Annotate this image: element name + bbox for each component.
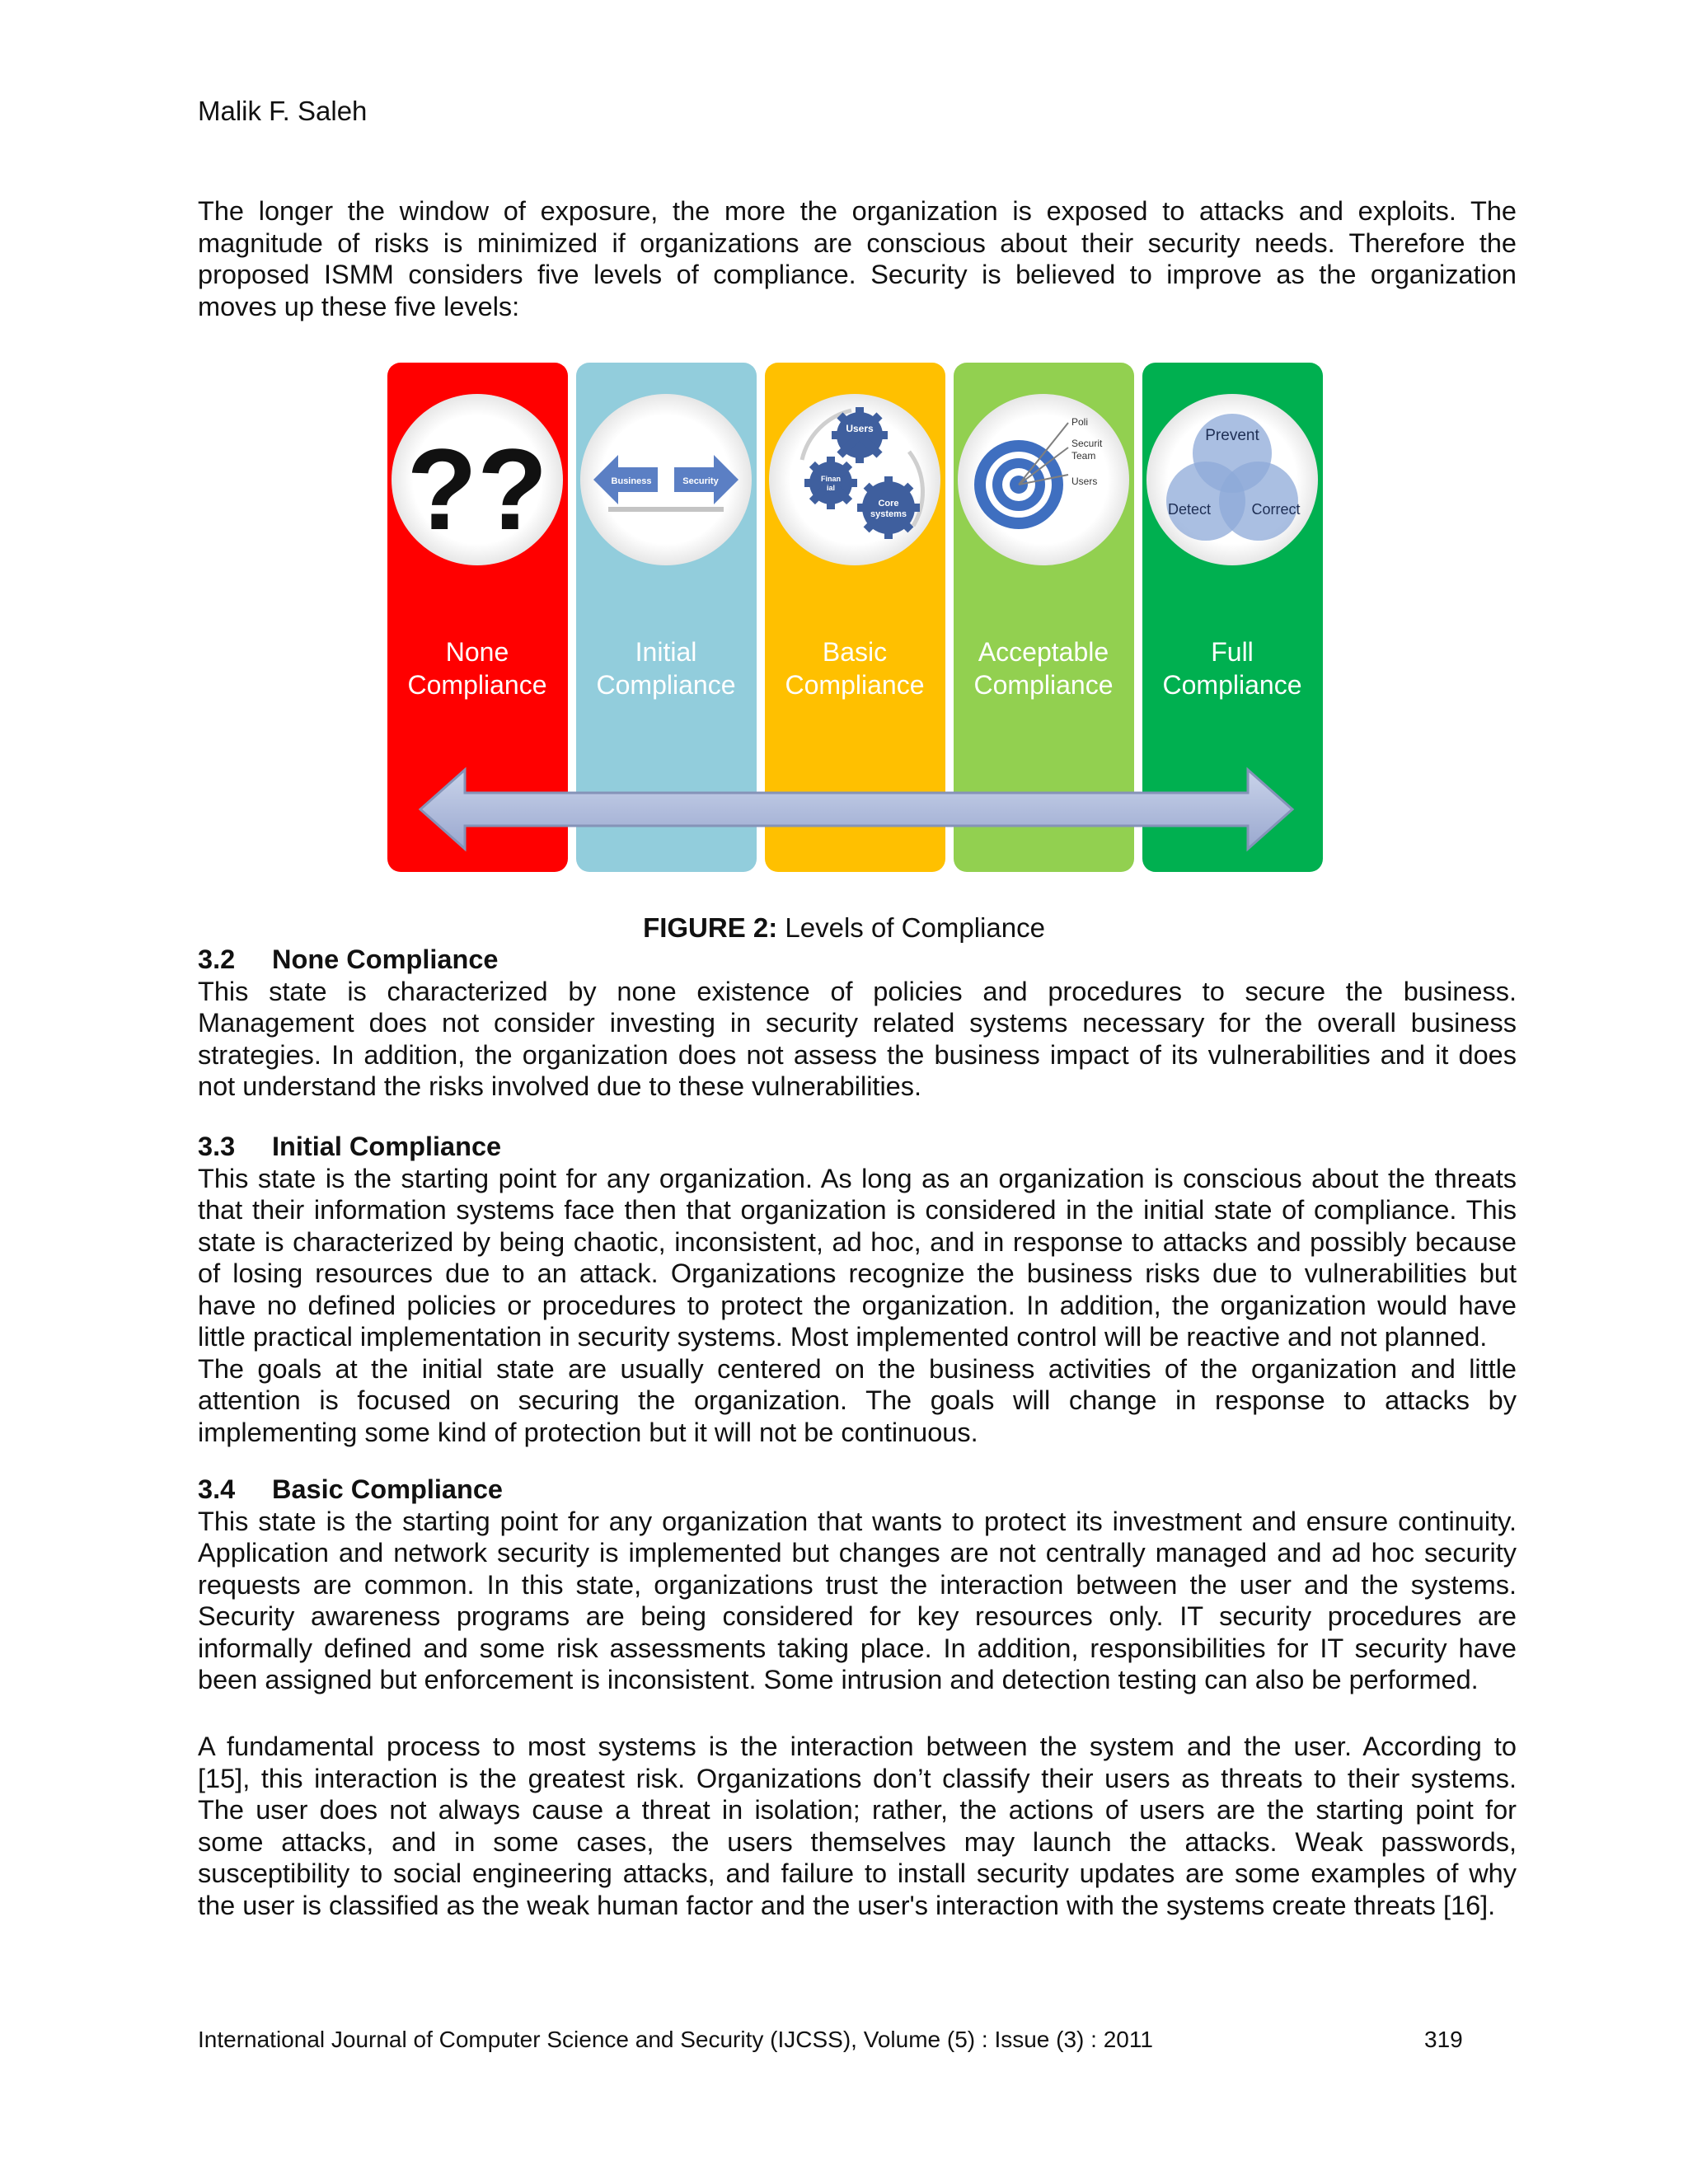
text-line: magnitude of risks is minimized if organizations are conscious about their security needs. Therefore the: [198, 227, 1517, 258]
svg-text:Correct: Correct: [1251, 501, 1301, 518]
text-line: The longer the window of exposure, the more the organization is exposed to attacks and exploits. The: [198, 196, 1517, 226]
column-title: Compliance: [407, 670, 547, 700]
text-line: some attacks, and in some cases, the users themselves may launch the attacks. Weak passwords,: [198, 1826, 1517, 1857]
text-line: This state is the starting point for any organization. As long as an organization is conscious about the threats: [198, 1163, 1517, 1193]
svg-text:systems: systems: [870, 509, 907, 519]
column-title: Compliance: [1162, 670, 1302, 700]
svg-text:Prevent: Prevent: [1205, 427, 1259, 444]
text-line: The goals at the initial state are usually centered on the business activities of the organization and little: [198, 1353, 1517, 1384]
text-line: have no defined policies or procedures to protect the organization. In addition, the organization would have: [198, 1290, 1517, 1320]
text-line: requests are common. In this state, organizations trust the interaction between the user and the systems.: [198, 1569, 1517, 1600]
text-line: state is characterized by being chaotic, inconsistent, ad hoc, and in response to attacks and possibly because: [198, 1226, 1517, 1257]
section-heading: 3.2 None Compliance: [198, 944, 499, 974]
svg-text:Team: Team: [1071, 450, 1096, 462]
svg-text:Securit: Securit: [1071, 438, 1103, 449]
svg-text:Core: Core: [878, 499, 899, 509]
svg-text:Security: Security: [682, 476, 719, 486]
svg-text:Finan: Finan: [821, 475, 841, 483]
column-title: Basic: [822, 637, 888, 667]
levels-of-compliance-figure: [386, 361, 1325, 877]
text-line: This state is characterized by none existence of policies and procedures to secure the business.: [198, 976, 1517, 1006]
svg-text:Users: Users: [1071, 476, 1098, 487]
text-line: Management does not consider investing in security related systems necessary for the overall business: [198, 1008, 1517, 1038]
text-line: strategies. In addition, the organization does not assess the business impact of its vulnerabilities and it does: [198, 1039, 1517, 1070]
footer-journal: International Journal of Computer Science and Security (IJCSS), Volume (5) : Issue (3) : 2011: [198, 2027, 1153, 2052]
text-line: This state is the starting point for any organization that wants to protect its investment and ensure continuity.: [198, 1506, 1517, 1536]
double-question-mark-icon: ??: [406, 424, 548, 554]
column-title: None: [445, 637, 509, 667]
text-line: that their information systems face then that organization is considered in the initial state of compliance. This: [198, 1195, 1517, 1225]
text-line: proposed ISMM considers five levels of compliance. Security is believed to improve as the organization: [198, 260, 1517, 289]
text-line: not understand the risks involved due to these vulnerabilities.: [198, 1071, 922, 1101]
section-3-3: [198, 1131, 1517, 1448]
text-line: A fundamental process to most systems is the interaction between the system and the user. According to: [198, 1732, 1517, 1761]
text-line: implementing some kind of protection but it will not be continuous.: [198, 1417, 978, 1447]
text-line: The user does not always cause a threat in isolation; rather, the actions of users are the starting point for: [198, 1795, 1517, 1825]
figure-caption: [0, 912, 1688, 944]
text-line: Security awareness programs are being considered for key resources only. IT security procedures are: [198, 1601, 1517, 1631]
caption-text: Levels of Compliance: [777, 912, 1045, 943]
section-heading: 3.3 Initial Compliance: [198, 1132, 502, 1161]
section-heading: 3.4 Basic Compliance: [198, 1474, 503, 1504]
intro-paragraph: [198, 195, 1517, 322]
svg-text:Business: Business: [611, 476, 652, 486]
text-line: Application and network security is implemented but changes are not centrally managed and ad hoc security: [198, 1538, 1517, 1568]
svg-text:ial: ial: [826, 484, 836, 492]
running-header-author: Malik F. Saleh: [198, 96, 368, 126]
caption-label: FIGURE 2:: [643, 912, 778, 943]
column-title: Compliance: [596, 670, 736, 700]
section-3-2: [198, 944, 1517, 1103]
body-paragraph: [198, 1731, 1517, 1921]
text-line: informally defined and some risk assessments taking place. In addition, responsibilities for IT security have: [198, 1633, 1517, 1663]
column-title: Compliance: [785, 670, 925, 700]
svg-text:Detect: Detect: [1167, 501, 1212, 518]
text-line: of losing resources due to an attack. Organizations recognize the business risks due to vulnerabilities but: [198, 1258, 1517, 1288]
svg-text:Poli: Poli: [1071, 416, 1089, 428]
text-line: moves up these five levels:: [198, 291, 520, 321]
column-title: Compliance: [973, 670, 1114, 700]
section-3-4: [198, 1474, 1517, 1696]
column-title: Initial: [635, 637, 697, 667]
column-title: Full: [1211, 637, 1254, 667]
text-line: susceptibility to social engineering attacks, and failure to install security updates are some examples of why: [198, 1858, 1517, 1888]
text-line: attention is focused on securing the organization. The goals will change in response to attacks by: [198, 1385, 1517, 1415]
column-title: Acceptable: [978, 637, 1109, 667]
text-line: been assigned but enforcement is inconsistent. Some intrusion and detection testing can also be performed.: [198, 1665, 1479, 1694]
text-line: the user is classified as the weak human factor and the user's interaction with the systems create threats [16].: [198, 1890, 1496, 1920]
svg-text:Users: Users: [846, 423, 874, 434]
text-line: [15], this interaction is the greatest risk. Organizations don’t classify their users as threats to their systems.: [198, 1763, 1517, 1793]
page-number: 319: [1424, 2027, 1463, 2052]
text-line: little practical implementation in security systems. Most implemented control will be reactive and not planned.: [198, 1322, 1488, 1352]
